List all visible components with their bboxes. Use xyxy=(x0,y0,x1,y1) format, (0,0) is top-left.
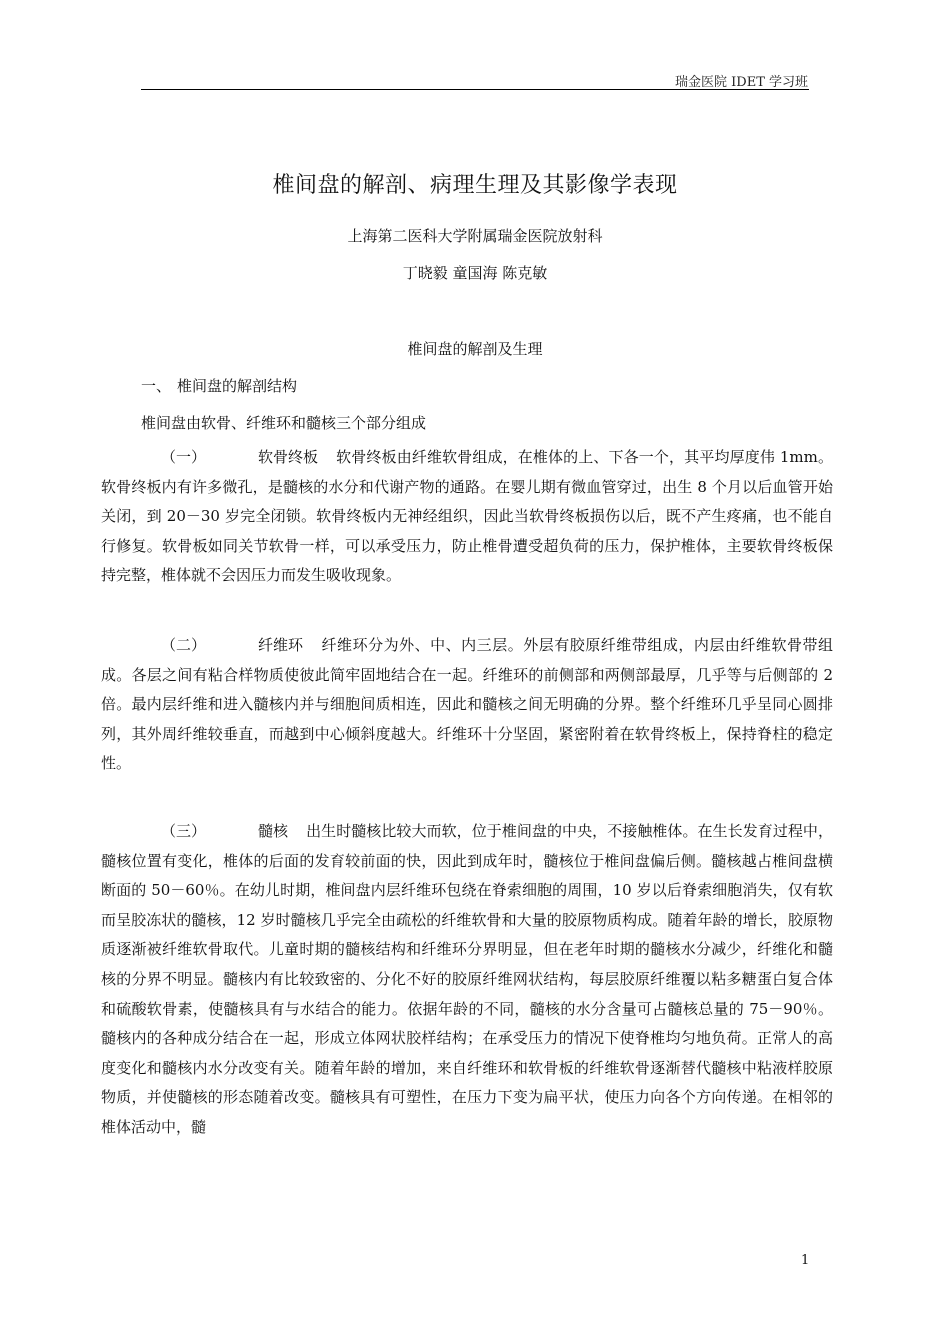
paragraph-text: 软骨终板由纤维软骨组成，在椎体的上、下各一个，其平均厚度伟 1mm。软骨终板内有许多微孔，是髓核的水分和代谢产物的通路。在婴儿期有微血管穿过，出生 8 个月以后血管开始关闭，到 20－30 岁完全闭锁。软骨终板内无神经组织，因此当软骨终板损伤以后，既不产生疼痛，也不能自行修复。软骨板如同关节软骨一样，可以承受压力，防止椎骨遭受超负荷的压力，保护椎体，主要软骨终板保持完整，椎体就不会因压力而发生吸收现象。 xyxy=(101,448,833,585)
page-number: 1 xyxy=(801,1253,810,1268)
heading-level-1 xyxy=(141,375,297,396)
section-title: 椎间盘的解剖及生理 xyxy=(407,340,543,358)
paragraph-text: 纤维环分为外、中、内三层。外层有胶原纤维带组成，内层由纤维软骨带组成。各层之间有粘合样物质使彼此简牢固地结合在一起。纤维环的前侧部和两侧部最厚，几乎等与后侧部的 2 倍。最内层纤维和进入髓核内并与细胞间质相连，因此和髓核之间无明确的分界。整个纤维环几乎呈同心圆排列，其外周纤维较垂直，而越到中心倾斜度越大。纤维环十分坚固，紧密附着在软骨终板上，保持脊柱的稳定性。 xyxy=(101,636,833,773)
heading-text: 椎间盘的解剖结构 xyxy=(177,377,298,395)
paragraph-number: （二） xyxy=(161,636,207,654)
paragraph-cartilage-endplate xyxy=(101,443,833,591)
paragraph-nucleus-pulposus xyxy=(101,817,833,1143)
running-header: 瑞金医院 IDET 学习班 xyxy=(675,75,808,90)
intro-sentence: 椎间盘由软骨、纤维环和髓核三个部分组成 xyxy=(141,414,427,432)
paragraph-number: （三） xyxy=(161,822,207,840)
paragraph-number: （一） xyxy=(161,448,207,466)
affiliation: 上海第二医科大学附属瑞金医院放射科 xyxy=(347,227,603,245)
authors: 丁晓毅 童国海 陈克敏 xyxy=(402,264,548,282)
paragraph-label: 纤维环 xyxy=(258,636,304,654)
document-title: 椎间盘的解剖、病理生理及其影像学表现 xyxy=(272,173,678,198)
paragraph-text: 出生时髓核比较大而软，位于椎间盘的中央，不接触椎体。在生长发育过程中，髓核位置有变化，椎体的后面的发育较前面的快，因此到成年时，髓核位于椎间盘偏后侧。髓核越占椎间盘横断面的 50－60％。在幼儿时期，椎间盘内层纤维环包绕在脊索细胞的周围，10 岁以后脊索细胞消失，仅有软而呈胶冻状的髓核，12 岁时髓核几乎完全由疏松的纤维软骨和大量的胶原物质构成。随着年龄的增长，胶原物质逐渐被纤维软骨取代。儿童时期的髓核结构和纤维环分界明显，但在老年时期的髓核水分减少，纤维化和髓核的分界不明显。髓核内有比较致密的、分化不好的胶原纤维网状结构，每层胶原纤维覆以粘多糖蛋白复合体和硫酸软骨素，使髓核具有与水结合的能力。依据年龄的不同，髓核的水分含量可占髓核总量的 75－90％。髓核内的各种成分结合在一起，形成立体网状胶样结构；在承受压力的情况下使脊椎均匀地负荷。正常人的高度变化和髓核内水分改变有关。随着年龄的增加，来自纤维环和软骨板的纤维软骨逐渐替代髓核中粘液样胶原物质，并使髓核的形态随着改变。髓核具有可塑性，在压力下变为扁平状，使压力向各个方向传递。在相邻的椎体活动中，髓 xyxy=(101,822,833,1136)
paragraph-label: 软骨终板 xyxy=(258,448,319,466)
header-rule xyxy=(141,89,809,90)
paragraph-annulus-fibrosus xyxy=(101,631,833,779)
heading-number: 一、 xyxy=(141,377,172,395)
paragraph-label: 髓核 xyxy=(258,822,289,840)
